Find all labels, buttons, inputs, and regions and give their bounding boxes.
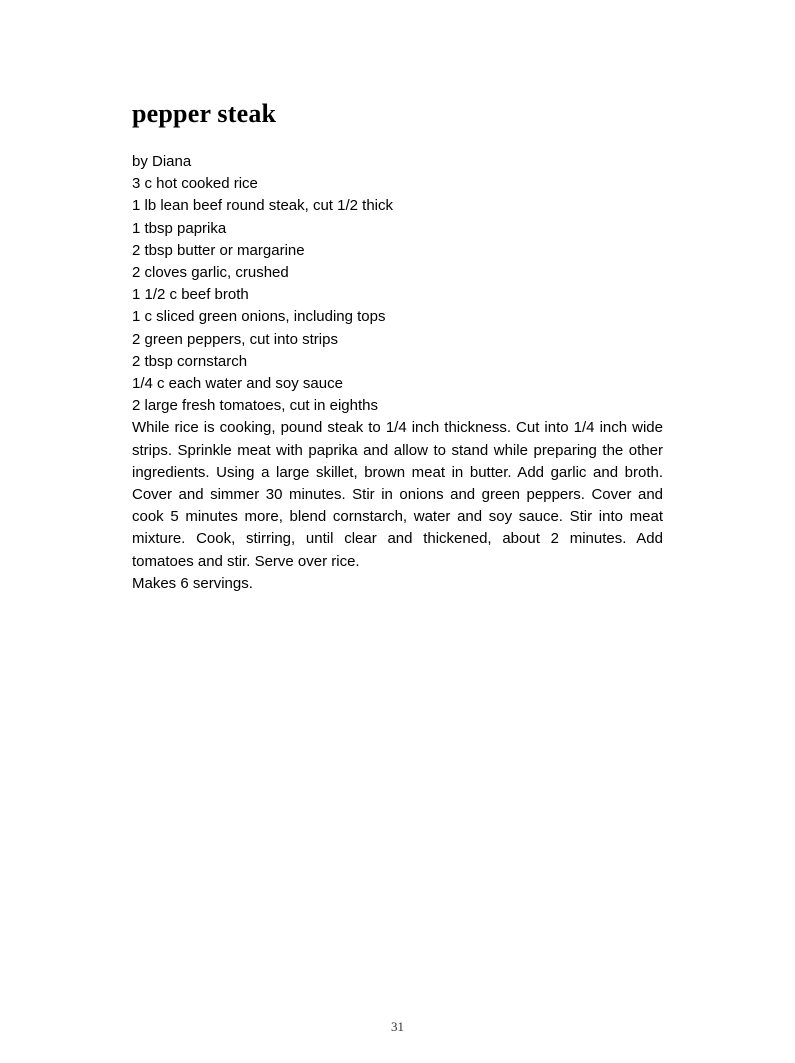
ingredient-item: 1 1/2 c beef broth [132, 286, 249, 304]
ingredient-item: 2 tbsp butter or margarine [132, 241, 305, 259]
ingredient-list [132, 173, 663, 417]
recipe-title: pepper steak [132, 99, 277, 128]
ingredient-item: 3 c hot cooked rice [132, 175, 258, 193]
ingredient-item: 2 large fresh tomatoes, cut in eighths [132, 397, 378, 415]
ingredient-item: 1/4 c each water and soy sauce [132, 375, 343, 393]
recipe-author: by Diana [132, 153, 192, 170]
recipe-body [132, 151, 663, 595]
ingredient-item: 2 tbsp cornstarch [132, 352, 248, 370]
ingredient-item: 2 cloves garlic, crushed [132, 264, 289, 282]
ingredient-item: 1 lb lean beef round steak, cut 1/2 thick [132, 197, 393, 215]
recipe-servings: Makes 6 servings. [132, 574, 253, 592]
ingredient-item: 1 c sliced green onions, including tops [132, 308, 386, 326]
ingredient-item: 2 green peppers, cut into strips [132, 330, 338, 348]
page-number: 31 [391, 1019, 404, 1034]
ingredient-item: 1 tbsp paprika [132, 219, 227, 237]
recipe-directions: While rice is cooking, pound steak to 1/4 inch thickness. Cut into 1/4 inch wide strips. Sprinkle meat with paprika and allow to stand while preparing the other ingredients. Using a large skillet, brown meat in butter. Add garlic and broth. Cover and simmer 30 minutes. Stir in onions and green peppers. Cover and cook 5 minutes more, blend cornstarch, water and soy sauce. Stir into meat mixture. Cook, stirring, until clear and thickened, about 2 minutes. Add tomatoes and stir. Serve over rice. [132, 419, 663, 570]
